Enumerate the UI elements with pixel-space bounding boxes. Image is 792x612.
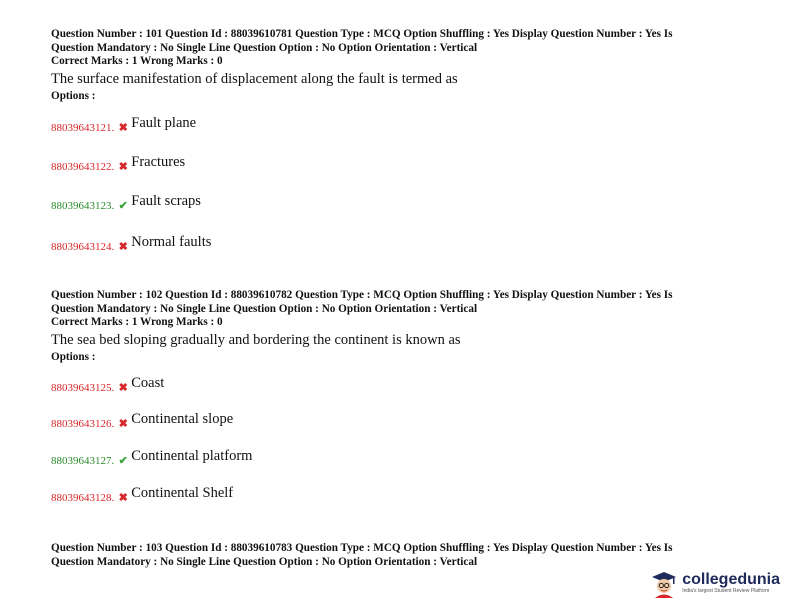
cross-icon: ✖ [118, 161, 128, 173]
cross-icon: ✖ [118, 241, 128, 253]
option-id: 88039643123. [51, 200, 115, 212]
option-text: Continental Shelf [131, 485, 234, 501]
logo-name: collegedunia [682, 571, 780, 588]
option-row [51, 193, 201, 216]
option-row [51, 115, 197, 138]
option-text: Continental slope [131, 411, 234, 427]
option-id: 88039643124. [51, 241, 115, 253]
question-meta-line1: Question Number : 101 Question Id : 88039610781 Question Type : MCQ Option Shuffling : Yes Display Question Number : Yes Is [51, 28, 673, 40]
logo-tagline: India's largest Student Review Platform [682, 588, 770, 594]
option-id: 88039643126. [51, 418, 115, 430]
option-text: Continental platform [131, 448, 253, 464]
option-text: Coast [131, 375, 165, 391]
cross-icon: ✖ [118, 382, 128, 394]
cross-icon: ✖ [118, 492, 128, 504]
question-meta-line1: Question Number : 102 Question Id : 88039610782 Question Type : MCQ Option Shuffling : Yes Display Question Number : Yes Is [51, 289, 673, 301]
check-icon: ✔ [118, 455, 128, 467]
cross-icon: ✖ [118, 418, 128, 430]
question-meta-line2: Question Mandatory : No Single Line Question Option : No Option Orientation : Vertical [51, 41, 478, 54]
question-103-header [51, 542, 719, 569]
option-id: 88039643122. [51, 161, 115, 173]
question-text: The surface manifestation of displacement along the fault is termed as [51, 70, 458, 87]
options-label: Options : [51, 89, 96, 102]
option-id: 88039643125. [51, 382, 115, 394]
option-id: 88039643127. [51, 455, 115, 467]
option-id: 88039643128. [51, 492, 115, 504]
collegedunia-logo [649, 568, 780, 598]
option-text: Fractures [131, 154, 186, 170]
graduate-avatar-icon [649, 568, 679, 598]
question-marks: Correct Marks : 1 Wrong Marks : 0 [51, 316, 223, 328]
option-row [51, 234, 212, 257]
option-text: Normal faults [131, 234, 212, 250]
question-marks: Correct Marks : 1 Wrong Marks : 0 [51, 55, 223, 67]
option-row [51, 411, 234, 434]
question-text: The sea bed sloping gradually and bordering the continent is known as [51, 331, 461, 348]
option-row [51, 448, 253, 471]
question-101-header [51, 28, 741, 103]
option-row [51, 375, 165, 398]
option-row [51, 154, 186, 177]
option-text: Fault scraps [131, 193, 201, 209]
option-text: Fault plane [131, 115, 197, 131]
check-icon: ✔ [118, 200, 128, 212]
option-id: 88039643121. [51, 122, 115, 134]
options-label: Options : [51, 350, 96, 363]
option-row [51, 485, 234, 508]
question-meta-line2: Question Mandatory : No Single Line Question Option : No Option Orientation : Vertical [51, 302, 478, 315]
question-102-header [51, 289, 741, 364]
question-meta-line1: Question Number : 103 Question Id : 88039610783 Question Type : MCQ Option Shuffling : Yes Display Question Number : Yes Is [51, 542, 673, 554]
question-meta-line2: Question Mandatory : No Single Line Question Option : No Option Orientation : Vertical [51, 555, 478, 568]
cross-icon: ✖ [118, 122, 128, 134]
